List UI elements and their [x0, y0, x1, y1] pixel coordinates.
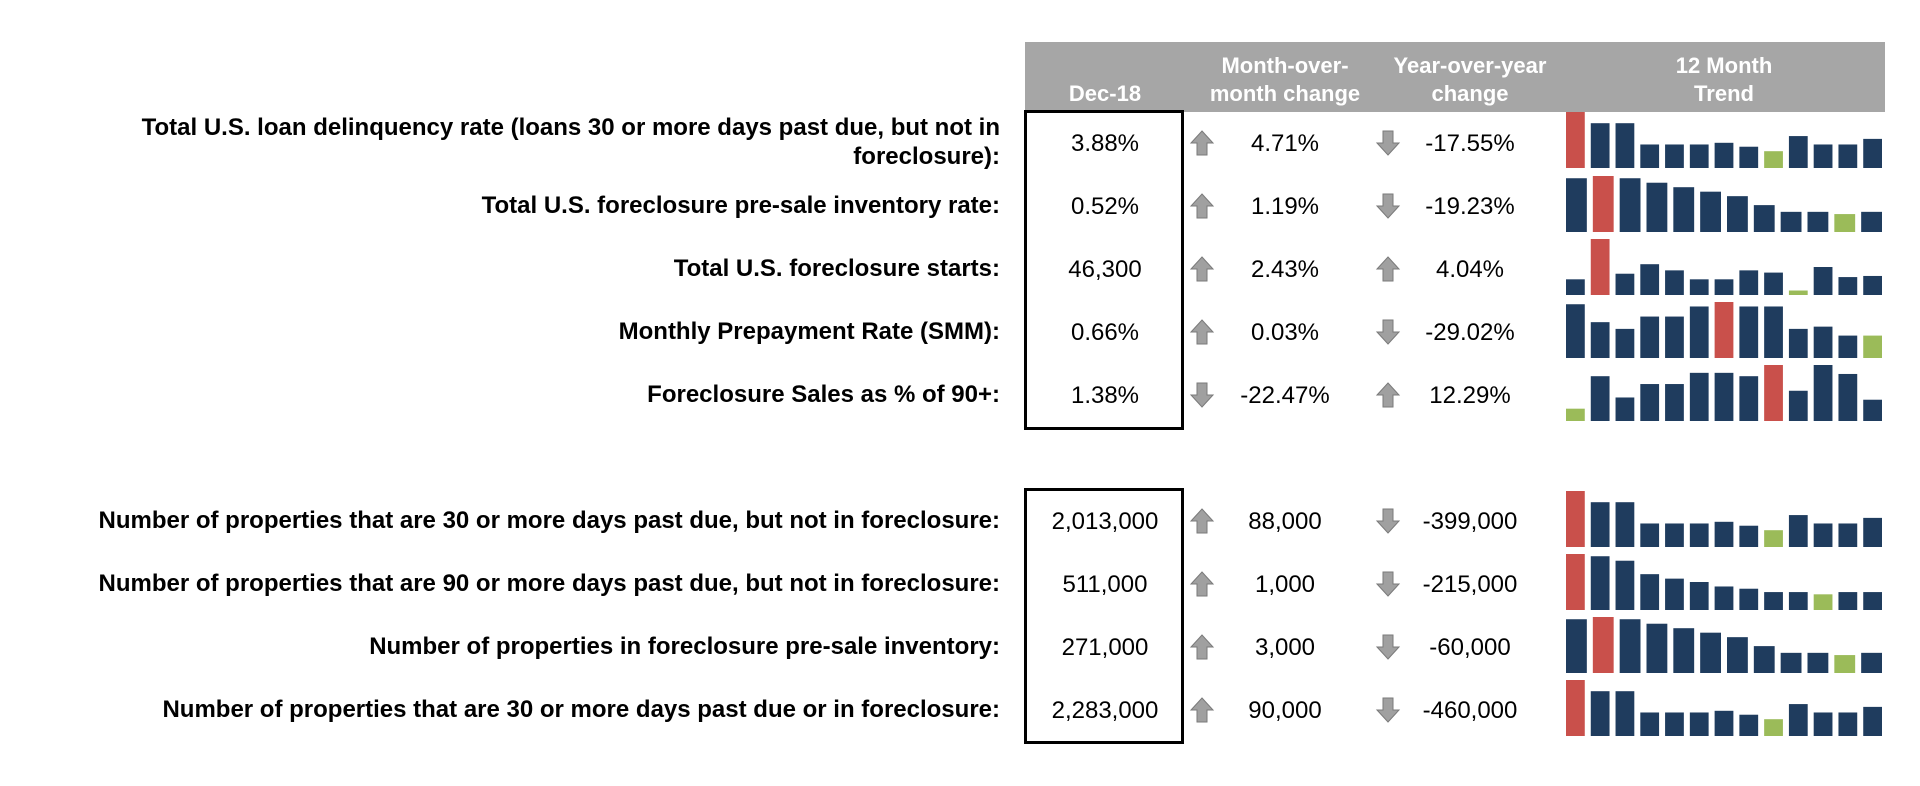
trend-bar — [1616, 691, 1635, 736]
trend-sparkline — [1566, 491, 1882, 547]
count-label: Number of properties in foreclosure pre-sale inventory: — [369, 633, 1000, 660]
trend-bar — [1764, 365, 1783, 421]
trend-bar — [1814, 523, 1833, 547]
count-label: Number of properties that are 90 or more days past due, but not in foreclosure: — [98, 570, 1000, 597]
trend-bar — [1640, 317, 1659, 358]
trend-bar — [1566, 619, 1587, 673]
trend-bar — [1834, 214, 1855, 232]
trend-bar — [1739, 526, 1758, 547]
rate-mom: 1.19% — [1250, 193, 1320, 220]
trend-bar — [1640, 144, 1659, 168]
trend-bar — [1591, 239, 1610, 295]
rate-value: 1.38% — [1070, 382, 1140, 409]
trend-bar — [1715, 279, 1734, 295]
trend-bar — [1838, 592, 1857, 610]
trend-bar — [1616, 397, 1635, 421]
trend-bar — [1700, 192, 1721, 232]
arrow-up-icon — [1374, 255, 1402, 283]
count-value: 271,000 — [1061, 634, 1149, 661]
count-yoy: -60,000 — [1429, 634, 1511, 661]
arrow-up-icon — [1374, 381, 1402, 409]
trend-bar — [1616, 329, 1635, 358]
trend-bar — [1715, 586, 1734, 610]
trend-bar — [1690, 373, 1709, 421]
trend-sparkline — [1566, 554, 1882, 610]
trend-bar — [1727, 196, 1748, 232]
trend-bar — [1566, 554, 1585, 610]
arrow-up-icon — [1188, 696, 1216, 724]
trend-bar — [1566, 112, 1585, 168]
count-mom: 1,000 — [1254, 571, 1316, 598]
rate-mom: 0.03% — [1250, 319, 1320, 346]
trend-bar — [1764, 719, 1783, 736]
trend-bar — [1690, 712, 1709, 736]
trend-bar — [1727, 637, 1748, 673]
count-yoy: -399,000 — [1422, 508, 1518, 535]
trend-bar — [1861, 653, 1882, 673]
rate-value: 0.52% — [1070, 193, 1140, 220]
count-value: 2,013,000 — [1051, 508, 1159, 535]
arrow-down-icon — [1188, 381, 1216, 409]
trend-bar — [1690, 279, 1709, 295]
rate-label: Total U.S. foreclosure starts: — [673, 255, 1000, 282]
header-yoy — [1375, 52, 1565, 108]
trend-bar — [1739, 147, 1758, 168]
arrow-down-icon — [1374, 318, 1402, 346]
rate-mom: 4.71% — [1250, 130, 1320, 157]
trend-bar — [1665, 317, 1684, 358]
trend-bar — [1863, 707, 1882, 736]
rate-value: 0.66% — [1070, 319, 1140, 346]
trend-bar — [1808, 212, 1829, 232]
trend-bar — [1616, 123, 1635, 168]
trend-bar — [1814, 594, 1833, 610]
trend-bar — [1789, 291, 1808, 295]
trend-bar — [1665, 579, 1684, 610]
trend-bar — [1640, 264, 1659, 295]
trend-bar — [1640, 523, 1659, 547]
trend-sparkline — [1566, 365, 1882, 421]
trend-bar — [1566, 409, 1585, 421]
trend-bar — [1754, 646, 1775, 673]
arrow-down-icon — [1374, 192, 1402, 220]
trend-bar — [1665, 270, 1684, 295]
trend-sparkline — [1566, 112, 1882, 168]
rate-label: Monthly Prepayment Rate (SMM): — [618, 318, 1000, 345]
arrow-up-icon — [1188, 633, 1216, 661]
trend-bar — [1591, 376, 1610, 421]
arrow-down-icon — [1374, 570, 1402, 598]
trend-bar — [1789, 329, 1808, 358]
trend-sparkline — [1566, 302, 1882, 358]
trend-bar — [1781, 653, 1802, 673]
count-mom: 3,000 — [1254, 634, 1316, 661]
trend-bar — [1647, 624, 1668, 673]
rate-label-line2: foreclosure): — [853, 143, 1000, 170]
trend-bar — [1764, 273, 1783, 295]
trend-bar — [1673, 187, 1694, 232]
trend-bar — [1838, 374, 1857, 421]
trend-bar — [1764, 306, 1783, 358]
trend-bar — [1814, 365, 1833, 421]
rate-label — [0, 113, 1000, 171]
trend-bar — [1640, 384, 1659, 421]
trend-sparkline — [1566, 617, 1882, 673]
trend-bar — [1616, 274, 1635, 295]
count-mom: 90,000 — [1248, 697, 1322, 724]
trend-bar — [1863, 400, 1882, 421]
trend-bar — [1566, 491, 1585, 547]
rate-yoy: -29.02% — [1425, 319, 1515, 346]
trend-bar — [1781, 212, 1802, 232]
trend-bar — [1814, 712, 1833, 736]
count-yoy: -215,000 — [1422, 571, 1518, 598]
trend-bar — [1838, 277, 1857, 295]
rate-label: Foreclosure Sales as % of 90+: — [647, 381, 1000, 408]
trend-bar — [1690, 523, 1709, 547]
trend-sparkline — [1566, 680, 1882, 736]
trend-bar — [1616, 502, 1635, 547]
trend-bar — [1861, 212, 1882, 232]
trend-bar — [1814, 144, 1833, 168]
trend-bar — [1665, 712, 1684, 736]
rate-label-line1: Total U.S. loan delinquency rate (loans 30 or more days past due, but not in — [141, 114, 1000, 141]
rate-yoy: -19.23% — [1425, 193, 1515, 220]
trend-bar — [1739, 270, 1758, 295]
rate-yoy: -17.55% — [1425, 130, 1515, 157]
rate-label: Total U.S. foreclosure pre-sale inventory rate: — [481, 192, 1000, 219]
header-yoy-line1: Year-over-year — [1393, 53, 1547, 78]
header-date: Dec-18 — [1068, 81, 1142, 106]
arrow-up-icon — [1188, 192, 1216, 220]
trend-bar — [1814, 327, 1833, 358]
header-mom — [1190, 52, 1380, 108]
trend-bar — [1690, 582, 1709, 610]
trend-bar — [1739, 589, 1758, 610]
trend-bar — [1863, 139, 1882, 168]
trend-bar — [1566, 279, 1585, 295]
trend-bar — [1863, 336, 1882, 358]
trend-bar — [1665, 144, 1684, 168]
trend-bar — [1700, 633, 1721, 673]
header-trend — [1566, 52, 1882, 108]
trend-bar — [1789, 704, 1808, 736]
trend-bar — [1715, 302, 1734, 358]
count-mom: 88,000 — [1248, 508, 1322, 535]
trend-bar — [1863, 592, 1882, 610]
trend-bar — [1566, 304, 1585, 358]
trend-bar — [1739, 376, 1758, 421]
trend-bar — [1673, 628, 1694, 673]
trend-bar — [1838, 712, 1857, 736]
trend-bar — [1754, 205, 1775, 232]
arrow-up-icon — [1188, 507, 1216, 535]
count-label: Number of properties that are 30 or more days past due, but not in foreclosure: — [98, 507, 1000, 534]
trend-bar — [1616, 561, 1635, 610]
trend-bar — [1739, 306, 1758, 358]
trend-bar — [1838, 523, 1857, 547]
trend-bar — [1838, 144, 1857, 168]
rate-mom: 2.43% — [1250, 256, 1320, 283]
trend-bar — [1739, 715, 1758, 736]
trend-bar — [1715, 373, 1734, 421]
trend-bar — [1647, 183, 1668, 232]
trend-bar — [1566, 680, 1585, 736]
count-yoy: -460,000 — [1422, 697, 1518, 724]
trend-bar — [1789, 391, 1808, 421]
arrow-up-icon — [1188, 318, 1216, 346]
trend-bar — [1764, 530, 1783, 547]
header-trend-line1: 12 Month — [1675, 53, 1773, 78]
header-mom-line2: month change — [1209, 81, 1361, 106]
arrow-down-icon — [1374, 633, 1402, 661]
trend-bar — [1808, 653, 1829, 673]
rate-mom: -22.47% — [1240, 382, 1330, 409]
arrow-down-icon — [1374, 507, 1402, 535]
trend-bar — [1789, 515, 1808, 547]
trend-bar — [1863, 276, 1882, 295]
trend-sparkline — [1566, 176, 1882, 232]
count-label: Number of properties that are 30 or more days past due or in foreclosure: — [162, 696, 1000, 723]
trend-bar — [1620, 178, 1641, 232]
trend-bar — [1640, 574, 1659, 610]
trend-bar — [1591, 322, 1610, 358]
trend-bar — [1566, 178, 1587, 232]
trend-bar — [1764, 592, 1783, 610]
trend-bar — [1764, 151, 1783, 168]
trend-bar — [1640, 712, 1659, 736]
arrow-down-icon — [1374, 696, 1402, 724]
trend-bar — [1690, 306, 1709, 358]
trend-bar — [1715, 711, 1734, 736]
trend-bar — [1593, 617, 1614, 673]
arrow-up-icon — [1188, 570, 1216, 598]
trend-bar — [1591, 691, 1610, 736]
trend-bar — [1665, 384, 1684, 421]
header-yoy-line2: change — [1431, 81, 1509, 106]
header-trend-line2: Trend — [1694, 81, 1754, 106]
trend-bar — [1863, 518, 1882, 547]
trend-bar — [1715, 143, 1734, 168]
trend-sparkline — [1566, 239, 1882, 295]
arrow-up-icon — [1188, 129, 1216, 157]
rate-yoy: 4.04% — [1435, 256, 1505, 283]
rate-value: 3.88% — [1070, 130, 1140, 157]
count-value: 511,000 — [1062, 571, 1148, 598]
header-mom-line1: Month-over- — [1221, 53, 1349, 78]
trend-bar — [1690, 144, 1709, 168]
trend-bar — [1593, 176, 1614, 232]
trend-bar — [1789, 592, 1808, 610]
trend-bar — [1591, 123, 1610, 168]
trend-bar — [1838, 336, 1857, 358]
trend-bar — [1715, 522, 1734, 547]
count-value: 2,283,000 — [1051, 697, 1159, 724]
trend-bar — [1789, 136, 1808, 168]
trend-bar — [1665, 523, 1684, 547]
arrow-down-icon — [1374, 129, 1402, 157]
trend-bar — [1834, 655, 1855, 673]
rate-value: 46,300 — [1068, 256, 1142, 283]
rate-yoy: 12.29% — [1429, 382, 1511, 409]
arrow-up-icon — [1188, 255, 1216, 283]
trend-bar — [1814, 267, 1833, 295]
trend-bar — [1591, 556, 1610, 610]
trend-bar — [1620, 619, 1641, 673]
trend-bar — [1591, 502, 1610, 547]
